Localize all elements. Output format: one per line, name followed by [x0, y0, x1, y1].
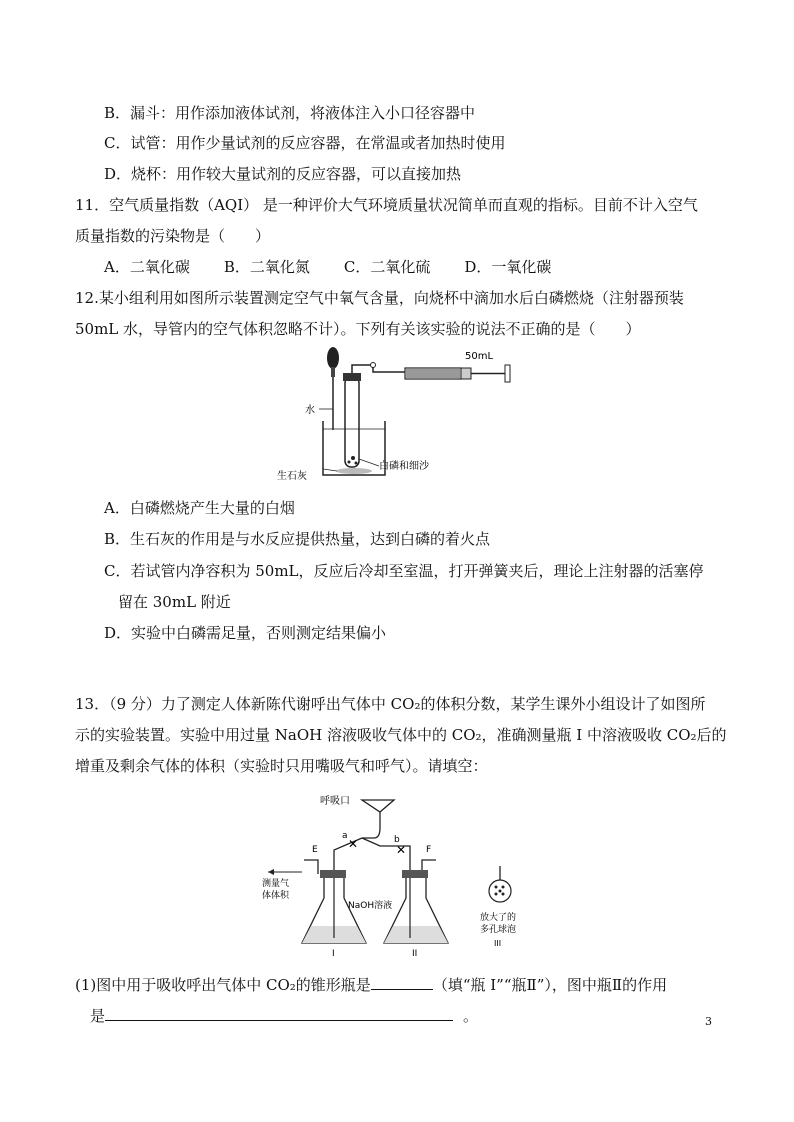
fig2-measure-line1: 测量气 — [262, 879, 290, 889]
page-number: 3 — [705, 1015, 712, 1028]
q12-option-b: B．生石灰的作用是与水反应提供热量，达到白磷的着火点 — [104, 530, 491, 548]
fig2-bottle-1: I — [332, 949, 335, 959]
q12-option-c-line1: C．若试管内净容积为 50mL，反应后冷却至室温，打开弹簧夹后，理论上注射器的活塞停 — [104, 562, 704, 580]
fig2-label-e: E — [312, 845, 318, 855]
fig1-syringe-label: 50mL — [465, 351, 494, 362]
q13-part1-prefix: (1)图中用于吸收呼出气体中 CO₂的锥形瓶是 — [75, 976, 371, 994]
q13-part1-suffix: （填“瓶 I”“瓶Ⅱ”），图中瓶Ⅱ的作用 — [432, 976, 668, 994]
q13-blank-bottle[interactable] — [371, 975, 433, 990]
phosphorus-apparatus-figure — [275, 345, 530, 485]
q11-options — [104, 257, 585, 277]
fig2-clamp-b: b — [394, 835, 400, 845]
q12-option-a: A．白磷燃烧产生大量的白烟 — [104, 499, 295, 517]
fig2-bottle-2: II — [412, 949, 418, 959]
q10-option-d: D．烧杯：用作较大量试剂的反应容器，可以直接加热 — [104, 165, 462, 183]
q13-part1-line2-prefix: 是 — [90, 1007, 106, 1025]
q11-option-c: C．二氧化硫 — [343, 258, 431, 276]
q13-stem-line1: 13．（9 分）力了测定人体新陈代谢呼出气体中 CO₂的体积分数，某学生课外小组设计了如图所 — [75, 695, 706, 713]
fig2-clamp-a: a — [342, 831, 348, 841]
fig2-mouth-label: 呼吸口 — [320, 796, 350, 807]
q11-option-b: B．二氧化氮 — [223, 258, 310, 276]
q12-stem-line2: 50mL 水，导管内的空气体积忽略不计）。下列有关该实验的说法不正确的是（ ） — [75, 320, 641, 338]
q11-option-d: D．一氧化碳 — [464, 258, 552, 276]
fig2-label-f: F — [426, 845, 432, 855]
q12-option-c-line2: 留在 30mL 附近 — [118, 593, 231, 611]
q11-stem-line2: 质量指数的污染物是（ ） — [75, 227, 271, 245]
svg-text:✕: ✕ — [348, 837, 359, 851]
q13-stem-line2: 示的实验装置。实验中用过量 NaOH 溶液吸收气体中的 CO₂，准确测量瓶 I 中溶液吸收 CO₂后的 — [75, 726, 727, 744]
fig2-bulb-line2: 多孔球泡 — [480, 925, 517, 935]
q13-blank-purpose[interactable] — [105, 1006, 453, 1021]
q13-part1-line2 — [90, 1006, 478, 1026]
q13-part1-line2-end: 。 — [463, 1007, 479, 1025]
q12-stem-line1: 12.某小组利用如图所示装置测定空气中氧气含量，向烧杯中滴加水后白磷燃烧（注射器预装 — [75, 289, 684, 307]
fig2-measure-line2: 体体积 — [262, 891, 290, 901]
fig1-water-label: 水 — [305, 405, 315, 416]
co2-apparatus-figure — [262, 788, 527, 960]
fig2-naoh-label: NaOH溶液 — [348, 901, 393, 911]
fig1-phosphorus-label: 白磷和细沙 — [379, 461, 429, 472]
q13-stem-line3: 增重及剩余气体的体积（实验时只用嘴吸气和呼气）。请填空： — [75, 757, 488, 775]
q11-stem-line1: 11．空气质量指数（AQI） 是一种评价大气环境质量状况简单而直观的指标。目前不计入空气 — [75, 196, 698, 214]
q11-option-a: A．二氧化碳 — [104, 258, 190, 276]
fig1-lime-label: 生石灰 — [277, 471, 307, 482]
q13-part1-line1 — [75, 975, 667, 995]
fig2-bulb-line3: III — [494, 939, 502, 948]
svg-text:✕: ✕ — [396, 843, 407, 857]
q10-option-c: C．试管：用作少量试剂的反应容器，在常温或者加热时使用 — [104, 134, 506, 152]
q10-option-b: B．漏斗：用作添加液体试剂，将液体注入小口径容器中 — [104, 104, 476, 122]
q12-option-d: D．实验中白磷需足量，否则测定结果偏小 — [104, 624, 387, 642]
fig2-bulb-line1: 放大了的 — [480, 913, 517, 923]
